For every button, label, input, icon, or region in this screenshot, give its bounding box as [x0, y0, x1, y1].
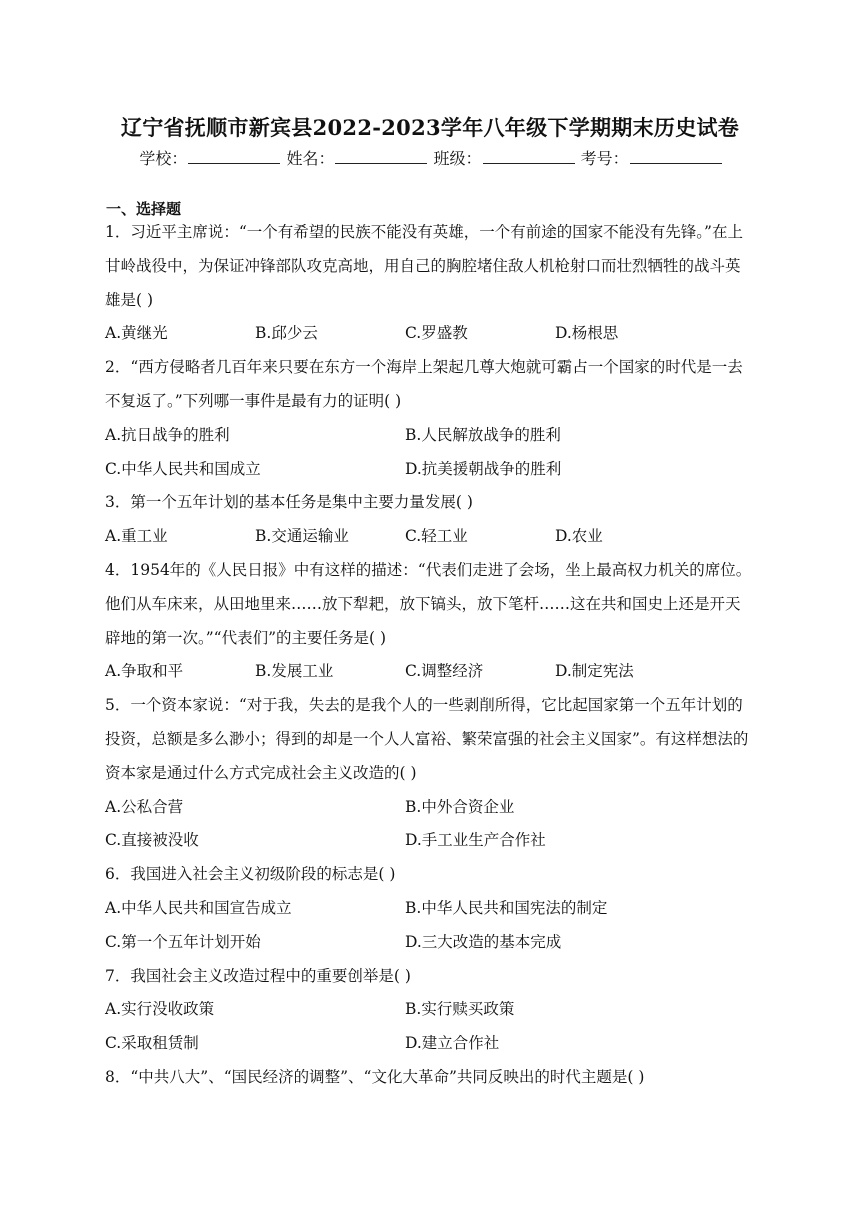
question-3 [105, 486, 755, 554]
option-d: D.手工业生产合作社 [405, 831, 546, 850]
class-label: 班级： [433, 149, 482, 168]
option-a: A.黄继光 [105, 324, 168, 343]
question-text: 3．第一个五年计划的基本任务是集中主要力量发展( ) [105, 493, 473, 512]
class-blank [483, 149, 575, 164]
exam-title: 辽宁省抚顺市新宾县2022-2023学年八年级下学期期末历史试卷 [120, 115, 740, 140]
option-c: C.罗盛教 [405, 324, 468, 343]
question-2 [105, 351, 755, 486]
question-text: 4．1954年的《人民日报》中有这样的描述：“代表们走进了会场，坐上最高权力机关的席位。他们从车床来，从田地里来……放下犁耙，放下镐头，放下笔杆……这在共和国史上还是开天辟地的第一次。”“代表们”的主要任务是( ) [105, 560, 752, 647]
option-c: C.轻工业 [405, 527, 468, 546]
question-7 [105, 960, 755, 1061]
question-text: 2．“西方侵略者几百年来只要在东方一个海岸上架起几尊大炮就可霸占一个国家的时代是一去不复返了。”下列哪一事件是最有力的证明( ) [105, 358, 743, 410]
name-label: 姓名： [286, 149, 335, 168]
option-a: A.争取和平 [105, 662, 184, 681]
option-b: B.人民解放战争的胜利 [405, 425, 561, 444]
options [105, 655, 755, 689]
student-info-line [0, 146, 860, 169]
option-a: A.实行没收政策 [105, 1000, 215, 1019]
exam-number-blank [630, 149, 722, 164]
question-4 [105, 554, 755, 689]
question-6 [105, 858, 755, 959]
options [105, 520, 755, 554]
question-5 [105, 689, 755, 858]
option-c: C.直接被没收 [105, 831, 199, 850]
name-blank [335, 149, 427, 164]
options [105, 419, 755, 487]
option-b: B.实行赎买政策 [405, 1000, 515, 1019]
option-c: C.中华人民共和国成立 [105, 459, 261, 478]
option-c: C.调整经济 [405, 662, 484, 681]
option-d: D.抗美援朝战争的胜利 [405, 459, 562, 478]
school-label: 学校： [139, 149, 188, 168]
options [105, 791, 755, 859]
option-d: D.三大改造的基本完成 [405, 932, 562, 951]
section-heading: 一、选择题 [106, 200, 182, 218]
option-a: A.抗日战争的胜利 [105, 425, 230, 444]
options [105, 993, 755, 1061]
question-text: 1．习近平主席说：“一个有希望的民族不能没有英雄，一个有前途的国家不能没有先锋。”在上甘岭战役中，为保证冲锋部队攻克高地，用自己的胸腔堵住敌人机枪射口而壮烈牺牲的战斗英雄是( ) [105, 223, 743, 309]
option-d: D.杨根思 [555, 324, 619, 343]
option-a: A.中华人民共和国宣告成立 [105, 898, 292, 917]
option-b: B.中外合资企业 [405, 797, 515, 816]
option-b: B.发展工业 [255, 662, 334, 681]
option-a: A.重工业 [105, 527, 168, 546]
option-b: B.中华人民共和国宪法的制定 [405, 898, 608, 917]
question-list [105, 216, 755, 1095]
exam-number-label: 考号： [580, 149, 629, 168]
option-c: C.第一个五年计划开始 [105, 932, 261, 951]
question-1 [105, 216, 755, 351]
option-d: D.农业 [555, 527, 603, 546]
option-b: B.交通运输业 [255, 527, 349, 546]
options [105, 892, 755, 960]
option-b: B.邱少云 [255, 324, 318, 343]
question-text: 5．一个资本家说：“对于我，失去的是我个人的一些剥削所得，它比起国家第一个五年计划的投资，总额是多么渺小；得到的却是一个人人富裕、繁荣富强的社会主义国家”。有这样想法的资本家是通过什么方式完成社会主义改造的( ) [105, 696, 749, 782]
school-blank [188, 149, 280, 164]
options [105, 317, 755, 351]
question-text: 8．“中共八大”、“国民经济的调整”、“文化大革命”共同反映出的时代主题是( ) [105, 1067, 645, 1086]
option-c: C.采取租赁制 [105, 1034, 199, 1053]
question-text: 6．我国进入社会主义初级阶段的标志是( ) [105, 865, 396, 884]
option-d: D.制定宪法 [555, 662, 634, 681]
option-a: A.公私合营 [105, 797, 184, 816]
question-8 [105, 1061, 755, 1095]
question-text: 7．我国社会主义改造过程中的重要创举是( ) [105, 966, 411, 985]
option-d: D.建立合作社 [405, 1034, 500, 1053]
